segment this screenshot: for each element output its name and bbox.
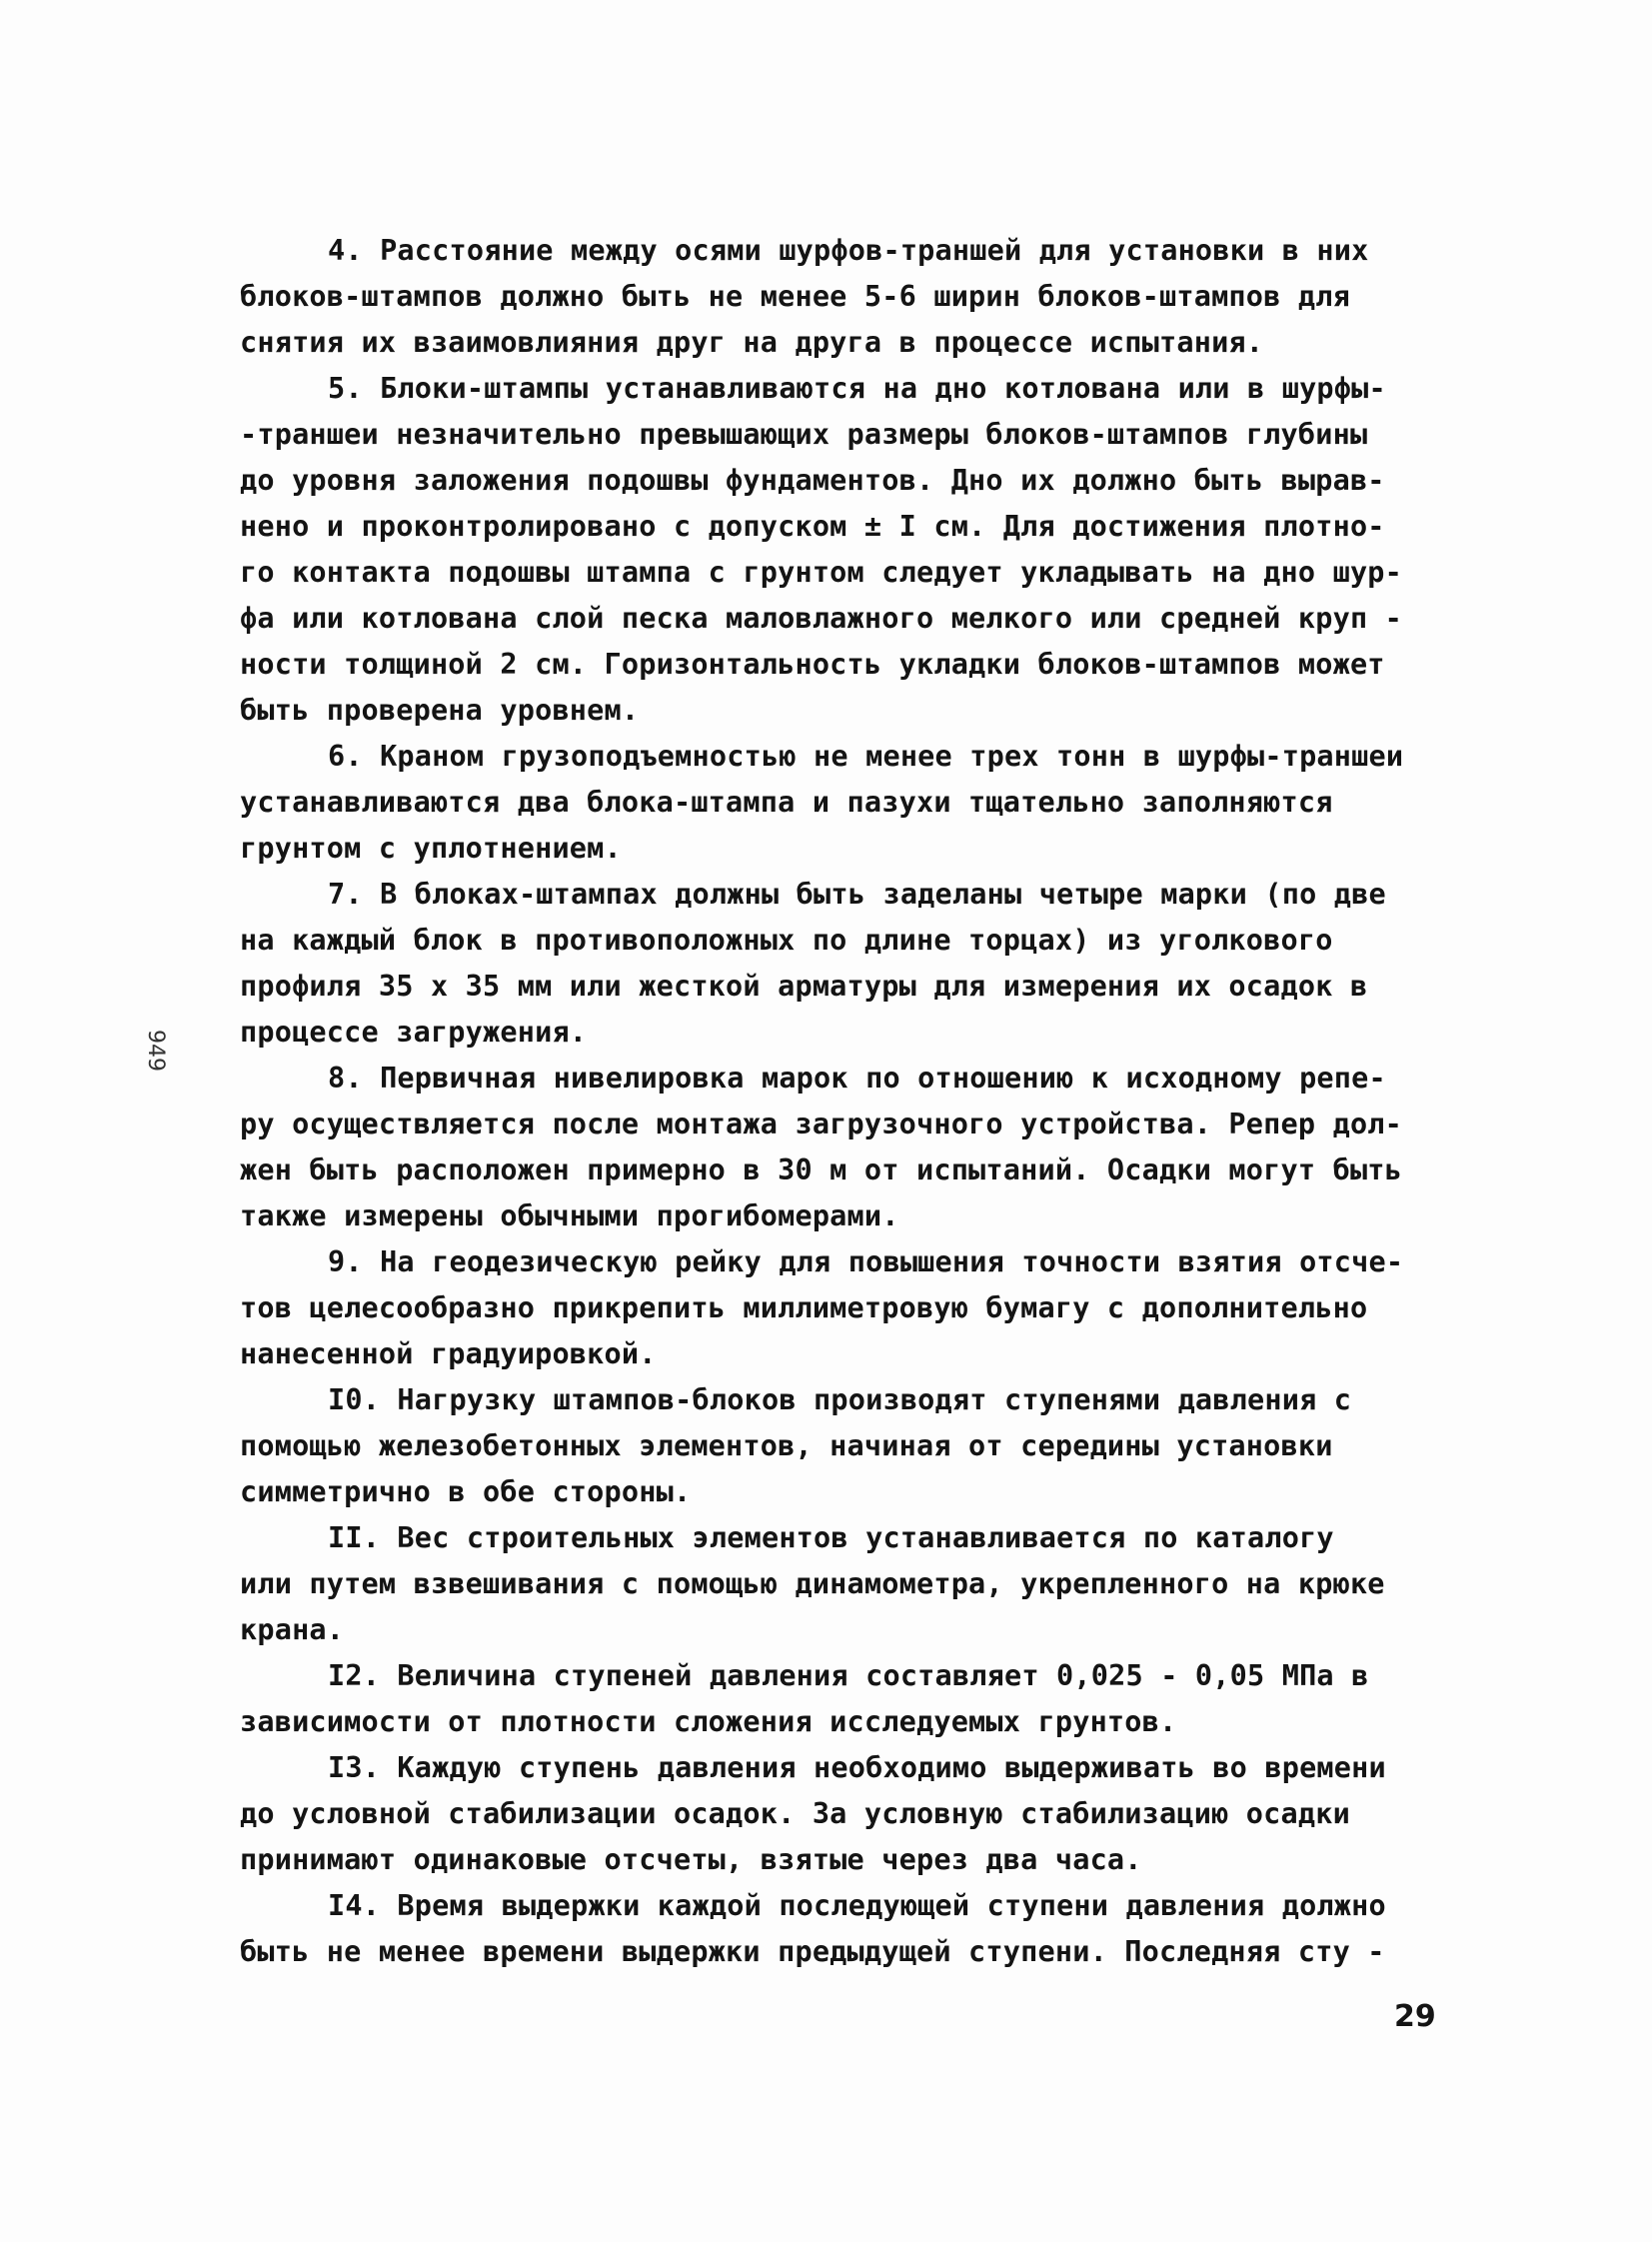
paragraph-line: ру осуществляется после монтажа загрузочного устройства. Репер дол- <box>240 1108 1403 1140</box>
paragraph-line: принимают одинаковые отсчеты, взятые через два часа. <box>240 1843 1142 1876</box>
paragraph-line: 6. Краном грузоподъемностью не менее трех тонн в шурфы-траншеи <box>328 740 1404 773</box>
margin-stamp-number: 949 <box>143 1030 168 1072</box>
paragraph-line: быть проверена уровнем. <box>240 694 640 727</box>
paragraph-line: устанавливаются два блока-штампа и пазухи тщательно заполняются <box>240 786 1333 819</box>
paragraph-line: I0. Нагрузку штампов-блоков производят ступенями давления с <box>328 1383 1352 1416</box>
paragraph-line: 9. На геодезическую рейку для повышения точности взятия отсче- <box>328 1245 1404 1278</box>
paragraph-11 <box>240 1515 1449 1653</box>
paragraph-line: II. Вес строительных элементов устанавливается по каталогу <box>328 1521 1334 1554</box>
paragraph-line: нанесенной градуировкой. <box>240 1337 657 1370</box>
paragraph-line: ности толщиной 2 см. Горизонтальность укладки блоков-штампов может <box>240 648 1385 681</box>
paragraph-line: или путем взвешивания с помощью динамометра, укрепленного на крюке <box>240 1567 1385 1600</box>
paragraph-line: также измерены обычными прогибомерами. <box>240 1199 899 1232</box>
paragraph-line: помощью железобетонных элементов, начиная от середины установки <box>240 1429 1333 1462</box>
paragraph-8 <box>240 1056 1449 1239</box>
paragraph-line: до уровня заложения подошвы фундаментов. Дно их должно быть вырав- <box>240 464 1385 497</box>
paragraph-line: I2. Величина ступеней давления составляет 0,025 - 0,05 МПа в <box>328 1659 1369 1692</box>
paragraph-14 <box>240 1883 1449 1975</box>
paragraph-line: -траншеи незначительно превышающих размеры блоков-штампов глубины <box>240 418 1368 451</box>
paragraph-line: жен быть расположен примерно в 30 м от испытаний. Осадки могут быть <box>240 1153 1403 1186</box>
paragraph-line: го контакта подошвы штампа с грунтом следует укладывать на дно шур- <box>240 556 1403 589</box>
paragraph-line: 5. Блоки-штампы устанавливаются на дно котлована или в шурфы- <box>328 372 1386 405</box>
paragraph-13 <box>240 1745 1449 1883</box>
paragraph-line: быть не менее времени выдержки предыдущей ступени. Последняя сту - <box>240 1935 1385 1968</box>
paragraph-line: крана. <box>240 1613 345 1646</box>
paragraph-line: блоков-штампов должно быть не менее 5-6 ширин блоков-штампов для <box>240 280 1350 313</box>
paragraph-12 <box>240 1653 1449 1745</box>
paragraph-line: I3. Каждую ступень давления необходимо выдерживать во времени <box>328 1751 1386 1784</box>
paragraph-line: 8. Первичная нивелировка марок по отношению к исходному репе- <box>328 1062 1386 1095</box>
paragraph-line: снятия их взаимовлияния друг на друга в процессе испытания. <box>240 326 1264 359</box>
paragraph-line: до условной стабилизации осадок. За условную стабилизацию осадки <box>240 1797 1350 1830</box>
paragraph-10 <box>240 1377 1449 1515</box>
paragraph-4 <box>240 228 1449 366</box>
page-number: 29 <box>1394 1999 1436 2034</box>
paragraph-line: симметрично в обе стороны. <box>240 1475 692 1508</box>
paragraph-5 <box>240 366 1449 734</box>
paragraph-line: нено и проконтролировано с допуском ± I см. Для достижения плотно- <box>240 510 1385 543</box>
paragraph-6 <box>240 734 1449 872</box>
paragraph-line: I4. Время выдержки каждой последующей ступени давления должно <box>328 1889 1386 1922</box>
paragraph-line: фа или котлована слой песка маловлажного мелкого или средней круп - <box>240 602 1403 635</box>
paragraph-line: тов целесообразно прикрепить миллиметровую бумагу с дополнительно <box>240 1291 1368 1324</box>
paragraph-line: грунтом с уплотнением. <box>240 832 622 865</box>
paragraph-9 <box>240 1239 1449 1377</box>
paragraph-7 <box>240 872 1449 1056</box>
paragraph-line: 4. Расстояние между осями шурфов-траншей для установки в них <box>328 234 1369 267</box>
paragraph-line: процессе загружения. <box>240 1016 588 1049</box>
paragraph-line: профиля 35 х 35 мм или жесткой арматуры для измерения их осадок в <box>240 970 1368 1003</box>
paragraph-line: на каждый блок в противоположных по длине торцах) из уголкового <box>240 924 1333 957</box>
paragraph-line: зависимости от плотности сложения исследуемых грунтов. <box>240 1705 1177 1738</box>
paragraph-line: 7. В блоках-штампах должны быть заделаны четыре марки (по две <box>328 878 1386 911</box>
document-body <box>240 228 1449 1975</box>
